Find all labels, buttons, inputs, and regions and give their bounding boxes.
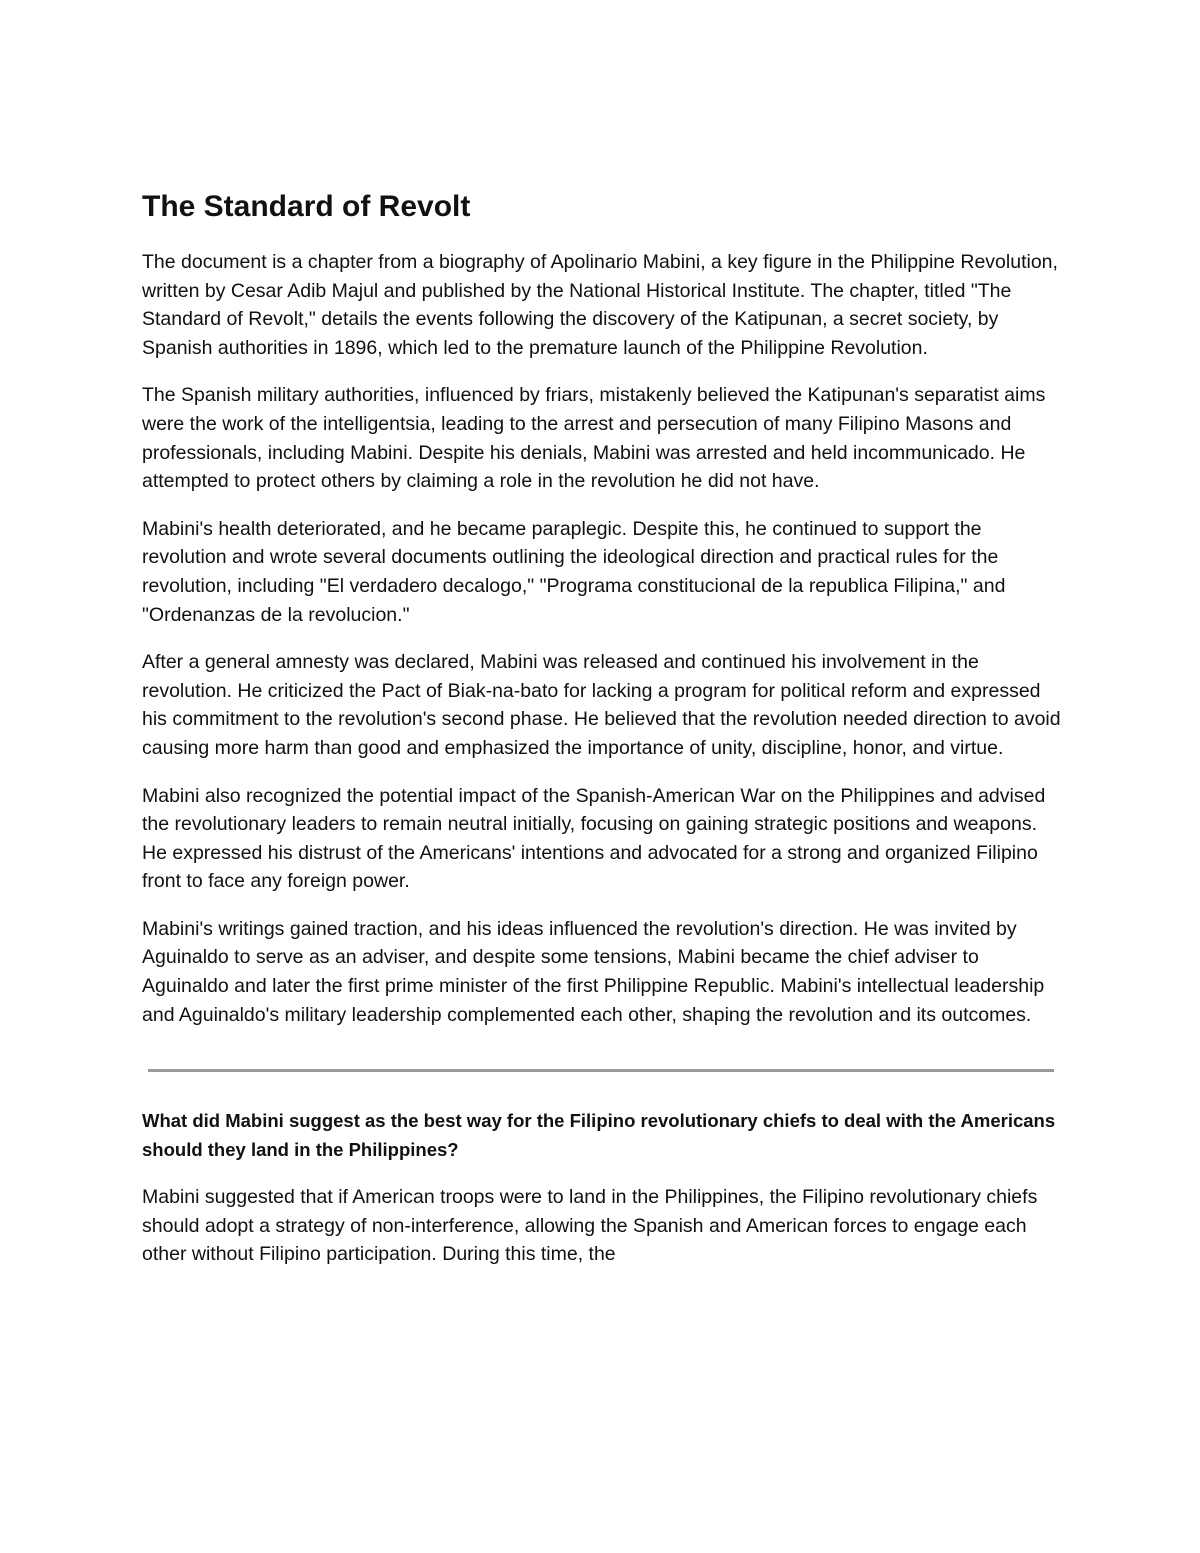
body-paragraph: The Spanish military authorities, influenced by friars, mistakenly believed the Katipunan's separatist aims were the work of the intelligentsia, leading to the arrest and persecution of many Filipino Masons and professionals, including Mabini. Despite his denials, Mabini was arrested and held incommunicado. He attempted to protect others by claiming a role in the revolution he did not have. xyxy=(142,384,1046,493)
body-paragraph: Mabini's health deteriorated, and he became paraplegic. Despite this, he continued to support the revolution and wrote several documents outlining the ideological direction and practical rules for the revolution, including "El verdadero decalogo," "Programa constitucional de la republica Filipina," and "Ordenanzas de la revolucion." xyxy=(142,517,1006,626)
document-title: The Standard of Revolt xyxy=(142,190,471,223)
body-paragraph: The document is a chapter from a biography of Apolinario Mabini, a key figure in the Philippine Revolution, written by Cesar Adib Majul and published by the National Historical Institute. The chapter, titled "The Standard of Revolt," details the events following the discovery of the Katipunan, a secret society, by Spanish authorities in 1896, which led to the premature launch of the Philippine Revolution. xyxy=(142,251,1058,359)
section-divider xyxy=(148,1069,1054,1072)
document-page xyxy=(142,188,1062,1288)
answer-paragraph: Mabini suggested that if American troops were to land in the Philippines, the Filipino revolutionary chiefs should adopt a strategy of non-interference, allowing the Spanish and American forces to engage each other without Filipino participation. During this time, the xyxy=(142,1186,1038,1266)
body-paragraph: Mabini's writings gained traction, and his ideas influenced the revolution's direction. He was invited by Aguinaldo to serve as an adviser, and despite some tensions, Mabini became the chief adviser to Aguinaldo and later the first prime minister of the first Philippine Republic. Mabini's intellectual leadership and Aguinaldo's military leadership complemented each other, shaping the revolution and its outcomes. xyxy=(142,917,1045,1026)
question-heading: What did Mabini suggest as the best way for the Filipino revolutionary chiefs to deal with the Americans should they land in the Philippines? xyxy=(142,1110,1056,1161)
body-paragraph: After a general amnesty was declared, Mabini was released and continued his involvement in the revolution. He criticized the Pact of Biak-na-bato for lacking a program for political reform and expressed his commitment to the revolution's second phase. He believed that the revolution needed direction to avoid causing more harm than good and emphasized the importance of unity, discipline, honor, and virtue. xyxy=(142,651,1061,759)
body-paragraph: Mabini also recognized the potential impact of the Spanish-American War on the Philippines and advised the revolutionary leaders to remain neutral initially, focusing on gaining strategic positions and weapons. He expressed his distrust of the Americans' intentions and advocated for a strong and organized Filipino front to face any foreign power. xyxy=(142,784,1046,893)
